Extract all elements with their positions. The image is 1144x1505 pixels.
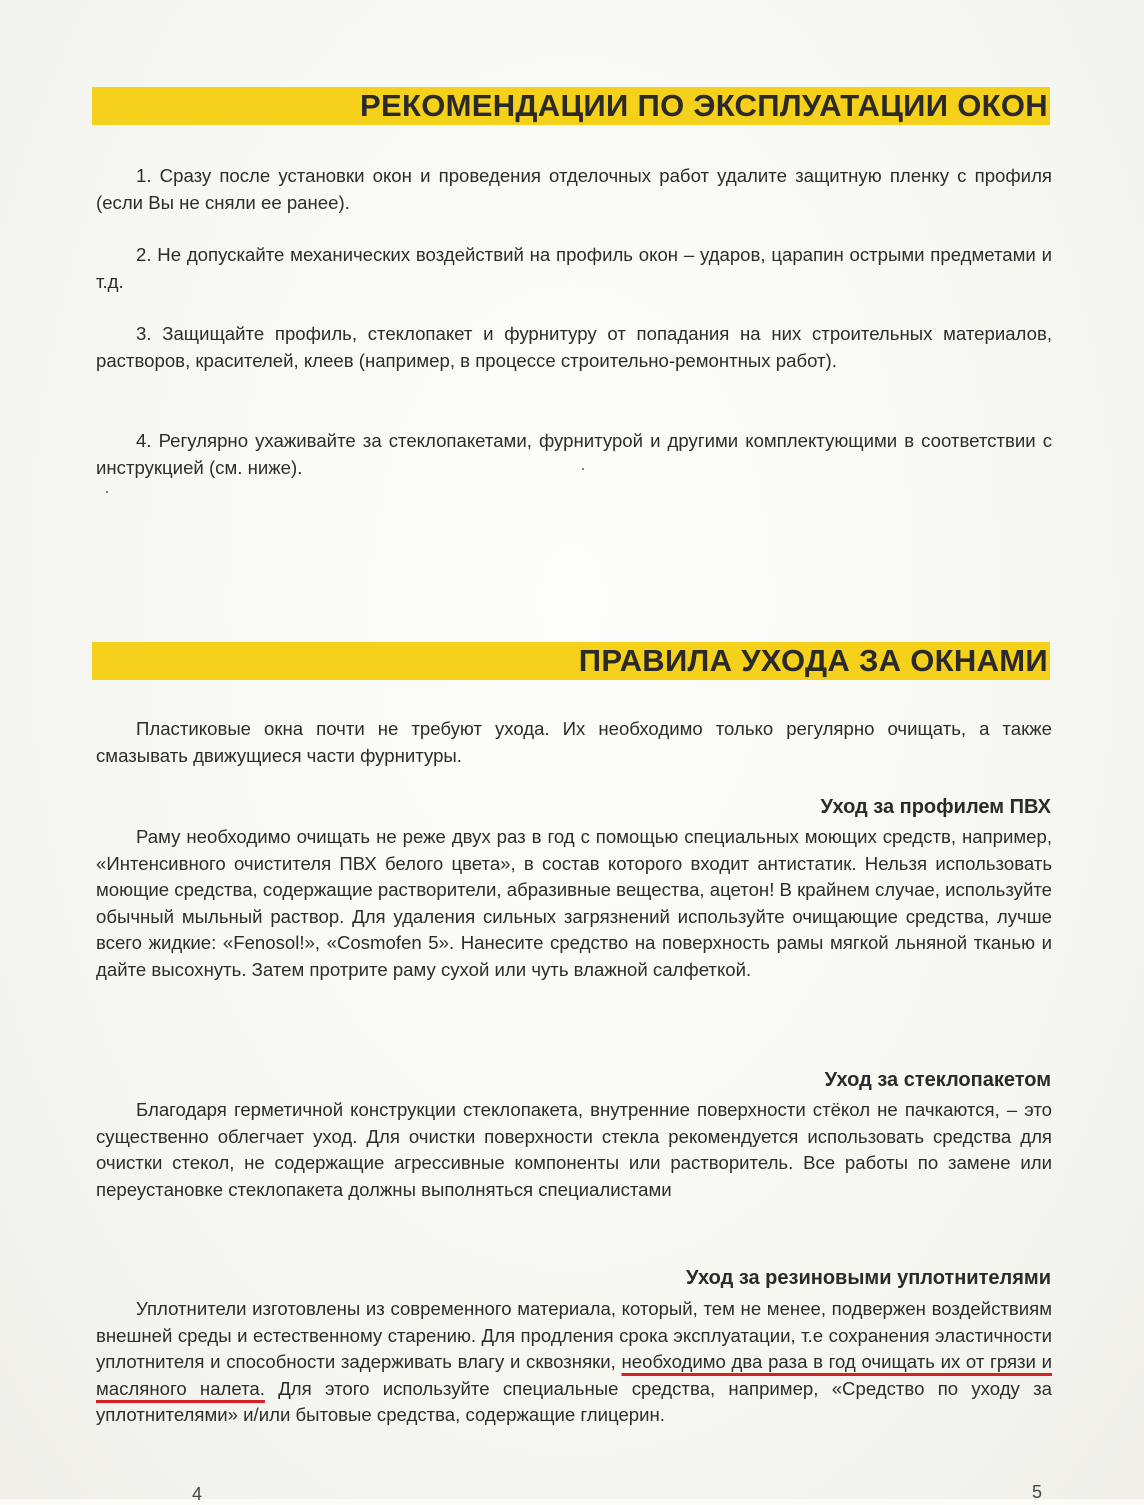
care-intro: Пластиковые окна почти не требуют ухода. Их необходимо только регулярно очищать, а также смазывать движущиеся части фурнитуры. <box>96 718 1052 766</box>
pvc-profile-text: Раму необходимо очищать не реже двух раз в год с помощью специальных моющих средств, например, «Интенсивного очистителя ПВХ белого цвета», в состав которого входит антистатик. Нельзя использовать моющие средства, содержащие растворители, абразивные вещества, ацетон! В крайнем случае, используйте обычный мыльный раствор. Для удаления сильных загрязнений используйте очищающие средства, лучше всего жидкие: «Fenosol!», «Cosmofen 5». Нанесите средство на поверхность рамы мягкой льняной тканью и дайте высохнуть. Затем протрите раму сухой или чуть влажной салфеткой. <box>96 826 1052 980</box>
page-number-right: 5 <box>1032 1482 1043 1502</box>
seals-highlighted-instruction: необходимо два раза в год очищать их от грязи и масляного налета. <box>96 1351 1052 1399</box>
scan-speck <box>582 468 584 470</box>
subheading-rubber-seals: Уход за резиновыми уплотнителями <box>686 1267 1051 1289</box>
seals-text-end: Для этого используйте специальные средства, например, «Средство по уходу за уплотнителями» и/или бытовые средства, содержащие глицерин. <box>96 1377 1052 1425</box>
scan-speck <box>106 491 108 493</box>
section-title-care-rules: ПРАВИЛА УХОДА ЗА ОКНАМИ <box>578 643 1048 678</box>
seals-text-start: Уплотнители изготовлены из современного материала, который, тем не менее, подвержен воздействиям внешней среды и естественному старению. Для продления срока эксплуатации, т.е сохранения эластичности уплотнителя и способности задерживать влагу и сквозняки, <box>96 1298 1052 1372</box>
rubber-seals-text <box>96 1296 1052 1429</box>
section-title-recommendations: РЕКОМЕНДАЦИИ ПО ЭКСПЛУАТАЦИИ ОКОН <box>360 88 1048 123</box>
recommendation-item-1: 1. Сразу после установки окон и проведения отделочных работ удалите защитную пленку с профиля (если Вы не сняли ее ранее). <box>96 165 1052 213</box>
subheading-glass-unit: Уход за стеклопакетом <box>824 1069 1051 1091</box>
section-banner-care-rules <box>92 642 1050 680</box>
recommendation-item-4: 4. Регулярно ухаживайте за стеклопакетами, фурнитурой и другими комплектующими в соответствии с инструкцией (см. ниже). <box>96 430 1052 478</box>
recommendation-item-3: 3. Защищайте профиль, стеклопакет и фурнитуру от попадания на них строительных материалов, растворов, красителей, клеев (например, в процессе строительно-ремонтных работ). <box>96 323 1052 371</box>
subheading-pvc-profile: Уход за профилем ПВХ <box>820 796 1051 818</box>
section-banner-recommendations <box>92 87 1050 125</box>
recommendation-item-2: 2. Не допускайте механических воздействий на профиль окон – ударов, царапин острыми предметами и т.д. <box>96 244 1052 292</box>
page-number-left: 4 <box>192 1484 203 1504</box>
glass-unit-text: Благодаря герметичной конструкции стеклопакета, внутренние поверхности стёкол не пачкаются, – это существенно облегчает уход. Для очистки поверхности стекла рекомендуется использовать средства для очистки стекол, не содержащие агрессивные компоненты или растворитель. Все работы по замене или переустановке стеклопакета должны выполняться специалистами <box>96 1099 1052 1200</box>
